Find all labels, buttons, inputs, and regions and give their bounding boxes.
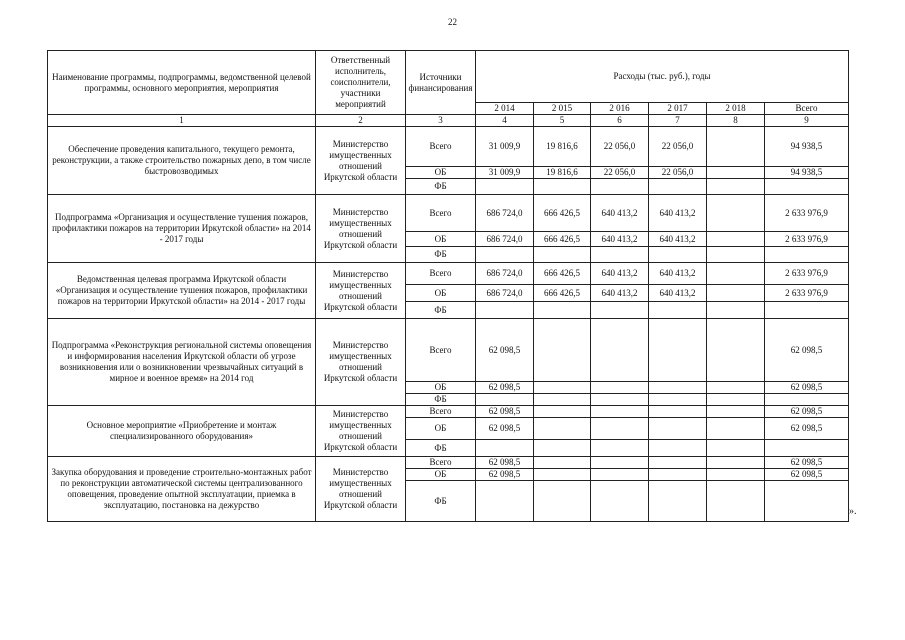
year-value: 686 724,0 (476, 285, 534, 302)
table-row (48, 195, 849, 232)
funding-source: ОБ (406, 167, 476, 179)
year-value (649, 247, 707, 263)
table-row (48, 457, 849, 469)
year-value: 31 009,9 (476, 127, 534, 167)
header-year: 2 018 (707, 103, 765, 115)
table-row (48, 263, 849, 285)
year-value (534, 394, 591, 406)
year-value (707, 127, 765, 167)
total-value (765, 481, 849, 522)
total-value: 62 098,5 (765, 319, 849, 382)
column-number: 2 (316, 115, 406, 127)
year-value (534, 382, 591, 394)
year-value (707, 469, 765, 481)
funding-source: ФБ (406, 440, 476, 457)
funding-source: ОБ (406, 469, 476, 481)
year-value (707, 232, 765, 247)
funding-source: ФБ (406, 247, 476, 263)
year-value (707, 247, 765, 263)
responsible-executor: Министерство имущественных отношений Иркутской области (316, 457, 406, 522)
header-year: 2 016 (591, 103, 649, 115)
year-value: 686 724,0 (476, 263, 534, 285)
year-value (649, 394, 707, 406)
year-value (476, 440, 534, 457)
year-value: 62 098,5 (476, 418, 534, 440)
funding-source: ФБ (406, 302, 476, 319)
responsible-executor: Министерство имущественных отношений Иркутской области (316, 195, 406, 263)
year-value: 640 413,2 (649, 195, 707, 232)
total-value (765, 440, 849, 457)
year-value: 62 098,5 (476, 382, 534, 394)
year-value (534, 440, 591, 457)
responsible-executor: Министерство имущественных отношений Иркутской области (316, 127, 406, 195)
header-name: Наименование программы, подпрограммы, ведомственной целевой программы, основного мероприятия, мероприятия (48, 51, 316, 115)
program-name: Закупка оборудования и проведение строительно-монтажных работ по реконструкции автоматической системы централизованного оповещения, проведение опытной эксплуатации, приемка в эксплуатацию, постановка на дежурство (48, 457, 316, 522)
year-value (707, 285, 765, 302)
program-name: Подпрограмма «Реконструкция региональной системы оповещения и информирования населения Иркутской области об угрозе возникновения или о возникновении чрезвычайных ситуаций в мирное и военное время» на 2014 год (48, 319, 316, 406)
year-value: 640 413,2 (649, 263, 707, 285)
year-value (476, 481, 534, 522)
year-value: 62 098,5 (476, 457, 534, 469)
table-row (48, 406, 849, 418)
year-value: 640 413,2 (591, 195, 649, 232)
year-value (649, 457, 707, 469)
year-value: 19 816,6 (534, 167, 591, 179)
funding-source: ОБ (406, 232, 476, 247)
funding-source: ОБ (406, 418, 476, 440)
total-value (765, 302, 849, 319)
column-number: 1 (48, 115, 316, 127)
program-name: Обеспечение проведения капитального, текущего ремонта, реконструкции, а также строительство пожарных депо, в том числе быстровозводимых (48, 127, 316, 195)
total-value: 2 633 976,9 (765, 195, 849, 232)
year-value (534, 469, 591, 481)
funding-source: ОБ (406, 285, 476, 302)
year-value (591, 406, 649, 418)
year-value: 686 724,0 (476, 195, 534, 232)
year-value (591, 302, 649, 319)
year-value (534, 418, 591, 440)
column-number: 9 (765, 115, 849, 127)
year-value (707, 319, 765, 382)
header-year: 2 015 (534, 103, 591, 115)
year-value (707, 440, 765, 457)
year-value: 666 426,5 (534, 232, 591, 247)
funding-source: ФБ (406, 481, 476, 522)
year-value (649, 319, 707, 382)
year-value (707, 179, 765, 195)
year-value: 62 098,5 (476, 406, 534, 418)
year-value: 640 413,2 (649, 285, 707, 302)
year-value (707, 406, 765, 418)
year-value: 19 816,6 (534, 127, 591, 167)
year-value (649, 302, 707, 319)
table-row (48, 319, 849, 382)
year-value (591, 457, 649, 469)
year-value (649, 418, 707, 440)
funding-source: ФБ (406, 179, 476, 195)
year-value: 640 413,2 (591, 285, 649, 302)
table-row (48, 127, 849, 167)
year-value (707, 195, 765, 232)
column-number: 3 (406, 115, 476, 127)
year-value (534, 406, 591, 418)
total-value: 62 098,5 (765, 406, 849, 418)
total-value: 2 633 976,9 (765, 263, 849, 285)
funding-source: Всего (406, 263, 476, 285)
funding-source: Всего (406, 406, 476, 418)
year-value (707, 167, 765, 179)
year-value (476, 394, 534, 406)
funding-source: Всего (406, 195, 476, 232)
year-value (707, 382, 765, 394)
column-number: 7 (649, 115, 707, 127)
year-value (534, 457, 591, 469)
year-value (591, 481, 649, 522)
year-value: 640 413,2 (591, 232, 649, 247)
year-value: 640 413,2 (591, 263, 649, 285)
year-value: 666 426,5 (534, 285, 591, 302)
year-value: 62 098,5 (476, 469, 534, 481)
total-value (765, 247, 849, 263)
year-value (649, 469, 707, 481)
header-year: 2 014 (476, 103, 534, 115)
year-value (591, 469, 649, 481)
responsible-executor: Министерство имущественных отношений Иркутской области (316, 263, 406, 319)
total-value: 94 938,5 (765, 167, 849, 179)
total-value: 2 633 976,9 (765, 232, 849, 247)
column-number: 6 (591, 115, 649, 127)
year-value (534, 302, 591, 319)
year-value (707, 302, 765, 319)
responsible-executor: Министерство имущественных отношений Иркутской области (316, 406, 406, 457)
page-number: 22 (448, 17, 457, 27)
year-value (591, 394, 649, 406)
funding-source: ОБ (406, 382, 476, 394)
year-value (591, 319, 649, 382)
year-value (476, 179, 534, 195)
total-value (765, 394, 849, 406)
total-value: 62 098,5 (765, 382, 849, 394)
year-value (476, 247, 534, 263)
year-value: 22 056,0 (649, 167, 707, 179)
year-value (591, 247, 649, 263)
year-value (591, 418, 649, 440)
budget-table (47, 50, 849, 522)
funding-source: ФБ (406, 394, 476, 406)
column-number: 8 (707, 115, 765, 127)
year-value (707, 394, 765, 406)
program-name: Подпрограмма «Организация и осуществление тушения пожаров, профилактики пожаров на территории Иркутской области» на 2014 - 2017 годы (48, 195, 316, 263)
year-value (534, 179, 591, 195)
header-total: Всего (765, 103, 849, 115)
total-value: 2 633 976,9 (765, 285, 849, 302)
year-value (476, 302, 534, 319)
funding-source: Всего (406, 319, 476, 382)
year-value: 22 056,0 (591, 167, 649, 179)
closing-quote-mark: ». (849, 506, 857, 517)
year-value: 640 413,2 (649, 232, 707, 247)
column-number: 5 (534, 115, 591, 127)
responsible-executor: Министерство имущественных отношений Иркутской области (316, 319, 406, 406)
header-expenses: Расходы (тыс. руб.), годы (476, 51, 849, 103)
year-value (649, 440, 707, 457)
year-value (534, 481, 591, 522)
funding-source: Всего (406, 457, 476, 469)
year-value: 62 098,5 (476, 319, 534, 382)
total-value: 62 098,5 (765, 418, 849, 440)
year-value: 22 056,0 (649, 127, 707, 167)
year-value (707, 481, 765, 522)
year-value: 22 056,0 (591, 127, 649, 167)
program-name: Основное мероприятие «Приобретение и монтаж специализированного оборудования» (48, 406, 316, 457)
year-value (649, 406, 707, 418)
funding-source: Всего (406, 127, 476, 167)
header-sources: Источники финансирования (406, 51, 476, 115)
total-value (765, 179, 849, 195)
year-value: 666 426,5 (534, 195, 591, 232)
year-value (649, 179, 707, 195)
year-value (649, 382, 707, 394)
year-value (534, 247, 591, 263)
year-value (707, 418, 765, 440)
year-value (707, 263, 765, 285)
year-value (591, 179, 649, 195)
program-name: Ведомственная целевая программа Иркутской области «Организация и осуществление тушения пожаров, профилактики пожаров на территории Иркутской области» на 2014 - 2017 годы (48, 263, 316, 319)
year-value (707, 457, 765, 469)
year-value: 666 426,5 (534, 263, 591, 285)
year-value (591, 440, 649, 457)
header-year: 2 017 (649, 103, 707, 115)
year-value: 31 009,9 (476, 167, 534, 179)
year-value (649, 481, 707, 522)
total-value: 62 098,5 (765, 469, 849, 481)
year-value (591, 382, 649, 394)
year-value (534, 319, 591, 382)
year-value: 686 724,0 (476, 232, 534, 247)
total-value: 62 098,5 (765, 457, 849, 469)
column-number: 4 (476, 115, 534, 127)
header-responsible: Ответственный исполнитель, соисполнители, участники мероприятий (316, 51, 406, 115)
total-value: 94 938,5 (765, 127, 849, 167)
